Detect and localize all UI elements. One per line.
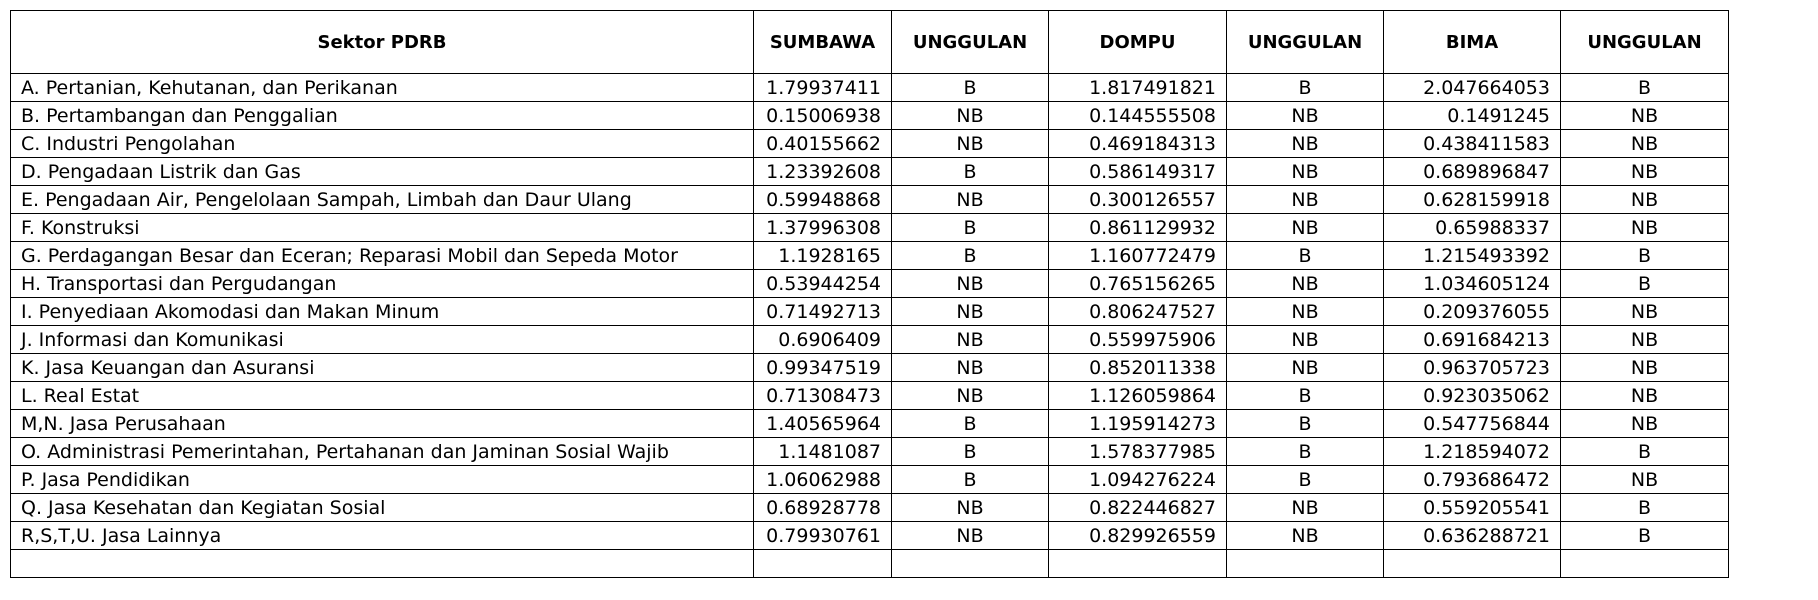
cell-bima-value: 0.923035062: [1384, 382, 1561, 410]
cell-dompu-unggulan: NB: [1227, 354, 1384, 382]
table-row: [11, 410, 1729, 438]
cell-bima-value: 0.65988337: [1384, 214, 1561, 242]
cell-bima-value: 0.691684213: [1384, 326, 1561, 354]
cell-sumbawa-unggulan: B: [892, 214, 1049, 242]
cell-sector: R,S,T,U. Jasa Lainnya: [11, 522, 754, 550]
cell-sumbawa-value: 0.71492713: [754, 298, 892, 326]
cell-sumbawa-unggulan: NB: [892, 130, 1049, 158]
cell-bima-unggulan: NB: [1561, 102, 1729, 130]
cell-bima-unggulan: NB: [1561, 298, 1729, 326]
cell-sumbawa-value: 1.1481087: [754, 438, 892, 466]
cell-dompu-value: 1.195914273: [1049, 410, 1227, 438]
cell-sumbawa-value: 1.37996308: [754, 214, 892, 242]
cell-dompu-unggulan: NB: [1227, 158, 1384, 186]
table-row: [11, 130, 1729, 158]
cell-bima-value: 1.034605124: [1384, 270, 1561, 298]
table-row: [11, 186, 1729, 214]
cell-bima-value: 0.438411583: [1384, 130, 1561, 158]
cell-bima-value: 0.793686472: [1384, 466, 1561, 494]
cell-sumbawa-value: 1.1928165: [754, 242, 892, 270]
cell-dompu-value: 0.559975906: [1049, 326, 1227, 354]
cell-sumbawa-unggulan: NB: [892, 354, 1049, 382]
table-row: [11, 494, 1729, 522]
cell-sumbawa-value: 0.53944254: [754, 270, 892, 298]
cell-dompu-unggulan: NB: [1227, 214, 1384, 242]
cell-dompu-unggulan: B: [1227, 382, 1384, 410]
header-sumbawa: SUMBAWA: [754, 11, 892, 74]
cell-bima-unggulan: B: [1561, 74, 1729, 102]
cell-bima-unggulan: B: [1561, 270, 1729, 298]
cell-bima-unggulan: NB: [1561, 354, 1729, 382]
cell-dompu-unggulan: NB: [1227, 130, 1384, 158]
empty-row: [11, 550, 1729, 578]
cell-bima-unggulan: NB: [1561, 382, 1729, 410]
cell-sector: O. Administrasi Pemerintahan, Pertahanan dan Jaminan Sosial Wajib: [11, 438, 754, 466]
cell-sector: Q. Jasa Kesehatan dan Kegiatan Sosial: [11, 494, 754, 522]
cell-sumbawa-value: 0.71308473: [754, 382, 892, 410]
cell-sector: G. Perdagangan Besar dan Eceran; Reparasi Mobil dan Sepeda Motor: [11, 242, 754, 270]
cell-sumbawa-value: 0.79930761: [754, 522, 892, 550]
cell-sector: F. Konstruksi: [11, 214, 754, 242]
cell-dompu-unggulan: NB: [1227, 102, 1384, 130]
cell-dompu-value: 1.817491821: [1049, 74, 1227, 102]
cell-sumbawa-unggulan: B: [892, 410, 1049, 438]
cell-bima-unggulan: NB: [1561, 186, 1729, 214]
cell-dompu-value: 0.806247527: [1049, 298, 1227, 326]
cell-dompu-value: 1.094276224: [1049, 466, 1227, 494]
cell-bima-unggulan: B: [1561, 242, 1729, 270]
empty-cell: [754, 550, 892, 578]
cell-dompu-unggulan: NB: [1227, 298, 1384, 326]
cell-sector: L. Real Estat: [11, 382, 754, 410]
cell-dompu-value: 0.829926559: [1049, 522, 1227, 550]
header-sector: Sektor PDRB: [11, 11, 754, 74]
table-row: [11, 270, 1729, 298]
table-row: [11, 354, 1729, 382]
cell-sector: B. Pertambangan dan Penggalian: [11, 102, 754, 130]
cell-sector: C. Industri Pengolahan: [11, 130, 754, 158]
cell-bima-value: 1.218594072: [1384, 438, 1561, 466]
cell-sumbawa-value: 0.40155662: [754, 130, 892, 158]
cell-bima-unggulan: NB: [1561, 214, 1729, 242]
cell-bima-unggulan: NB: [1561, 158, 1729, 186]
empty-cell: [1384, 550, 1561, 578]
table-row: [11, 522, 1729, 550]
cell-dompu-value: 0.144555508: [1049, 102, 1227, 130]
cell-dompu-unggulan: NB: [1227, 494, 1384, 522]
empty-cell: [1561, 550, 1729, 578]
cell-bima-value: 0.636288721: [1384, 522, 1561, 550]
header-bima-unggulan: UNGGULAN: [1561, 11, 1729, 74]
cell-sumbawa-unggulan: B: [892, 242, 1049, 270]
cell-sumbawa-value: 0.68928778: [754, 494, 892, 522]
empty-cell: [892, 550, 1049, 578]
table-row: [11, 438, 1729, 466]
cell-sumbawa-unggulan: B: [892, 158, 1049, 186]
table-row: [11, 466, 1729, 494]
cell-dompu-unggulan: NB: [1227, 270, 1384, 298]
cell-sumbawa-value: 1.40565964: [754, 410, 892, 438]
empty-cell: [1227, 550, 1384, 578]
header-bima: BIMA: [1384, 11, 1561, 74]
cell-dompu-unggulan: NB: [1227, 186, 1384, 214]
header-row: [11, 11, 1729, 74]
cell-sector: H. Transportasi dan Pergudangan: [11, 270, 754, 298]
header-dompu-unggulan: UNGGULAN: [1227, 11, 1384, 74]
cell-bima-value: 0.209376055: [1384, 298, 1561, 326]
table-row: [11, 298, 1729, 326]
cell-bima-unggulan: NB: [1561, 410, 1729, 438]
cell-dompu-unggulan: B: [1227, 410, 1384, 438]
table-row: [11, 102, 1729, 130]
cell-sector: A. Pertanian, Kehutanan, dan Perikanan: [11, 74, 754, 102]
cell-sector: K. Jasa Keuangan dan Asuransi: [11, 354, 754, 382]
cell-dompu-unggulan: B: [1227, 438, 1384, 466]
cell-dompu-unggulan: B: [1227, 466, 1384, 494]
cell-bima-unggulan: B: [1561, 438, 1729, 466]
cell-dompu-value: 1.126059864: [1049, 382, 1227, 410]
cell-bima-value: 0.963705723: [1384, 354, 1561, 382]
cell-sumbawa-value: 1.79937411: [754, 74, 892, 102]
cell-sumbawa-unggulan: NB: [892, 494, 1049, 522]
cell-sumbawa-unggulan: NB: [892, 326, 1049, 354]
cell-bima-unggulan: B: [1561, 494, 1729, 522]
cell-bima-unggulan: NB: [1561, 326, 1729, 354]
cell-sumbawa-value: 0.59948868: [754, 186, 892, 214]
cell-sumbawa-unggulan: B: [892, 74, 1049, 102]
cell-sumbawa-unggulan: B: [892, 466, 1049, 494]
cell-sector: D. Pengadaan Listrik dan Gas: [11, 158, 754, 186]
cell-bima-value: 0.689896847: [1384, 158, 1561, 186]
cell-sumbawa-unggulan: NB: [892, 298, 1049, 326]
cell-sector: I. Penyediaan Akomodasi dan Makan Minum: [11, 298, 754, 326]
cell-dompu-value: 0.822446827: [1049, 494, 1227, 522]
cell-bima-unggulan: B: [1561, 522, 1729, 550]
cell-bima-value: 0.559205541: [1384, 494, 1561, 522]
empty-cell: [11, 550, 754, 578]
cell-dompu-unggulan: B: [1227, 74, 1384, 102]
cell-dompu-unggulan: B: [1227, 242, 1384, 270]
cell-bima-unggulan: NB: [1561, 466, 1729, 494]
table-row: [11, 158, 1729, 186]
header-sumbawa-unggulan: UNGGULAN: [892, 11, 1049, 74]
header-dompu: DOMPU: [1049, 11, 1227, 74]
cell-dompu-value: 1.160772479: [1049, 242, 1227, 270]
cell-sector: M,N. Jasa Perusahaan: [11, 410, 754, 438]
cell-sumbawa-unggulan: B: [892, 438, 1049, 466]
cell-dompu-value: 1.578377985: [1049, 438, 1227, 466]
cell-sumbawa-value: 1.06062988: [754, 466, 892, 494]
table-row: [11, 326, 1729, 354]
empty-cell: [1049, 550, 1227, 578]
cell-bima-value: 2.047664053: [1384, 74, 1561, 102]
table-row: [11, 242, 1729, 270]
cell-sector: P. Jasa Pendidikan: [11, 466, 754, 494]
pdrb-table: [10, 10, 1729, 578]
cell-dompu-value: 0.586149317: [1049, 158, 1227, 186]
cell-sumbawa-value: 0.99347519: [754, 354, 892, 382]
cell-sector: E. Pengadaan Air, Pengelolaan Sampah, Limbah dan Daur Ulang: [11, 186, 754, 214]
cell-dompu-unggulan: NB: [1227, 522, 1384, 550]
cell-dompu-value: 0.300126557: [1049, 186, 1227, 214]
cell-bima-value: 0.628159918: [1384, 186, 1561, 214]
cell-sumbawa-unggulan: NB: [892, 186, 1049, 214]
cell-sumbawa-unggulan: NB: [892, 382, 1049, 410]
table-row: [11, 214, 1729, 242]
cell-bima-value: 0.1491245: [1384, 102, 1561, 130]
cell-bima-value: 0.547756844: [1384, 410, 1561, 438]
cell-dompu-value: 0.852011338: [1049, 354, 1227, 382]
cell-bima-value: 1.215493392: [1384, 242, 1561, 270]
table-row: [11, 382, 1729, 410]
cell-dompu-value: 0.861129932: [1049, 214, 1227, 242]
cell-sumbawa-unggulan: NB: [892, 270, 1049, 298]
table-row: [11, 74, 1729, 102]
cell-dompu-value: 0.469184313: [1049, 130, 1227, 158]
cell-dompu-unggulan: NB: [1227, 326, 1384, 354]
table-body: [11, 74, 1729, 578]
cell-sumbawa-value: 1.23392608: [754, 158, 892, 186]
cell-bima-unggulan: NB: [1561, 130, 1729, 158]
cell-sumbawa-value: 0.15006938: [754, 102, 892, 130]
cell-sector: J. Informasi dan Komunikasi: [11, 326, 754, 354]
cell-sumbawa-unggulan: NB: [892, 522, 1049, 550]
cell-sumbawa-unggulan: NB: [892, 102, 1049, 130]
cell-sumbawa-value: 0.6906409: [754, 326, 892, 354]
cell-dompu-value: 0.765156265: [1049, 270, 1227, 298]
